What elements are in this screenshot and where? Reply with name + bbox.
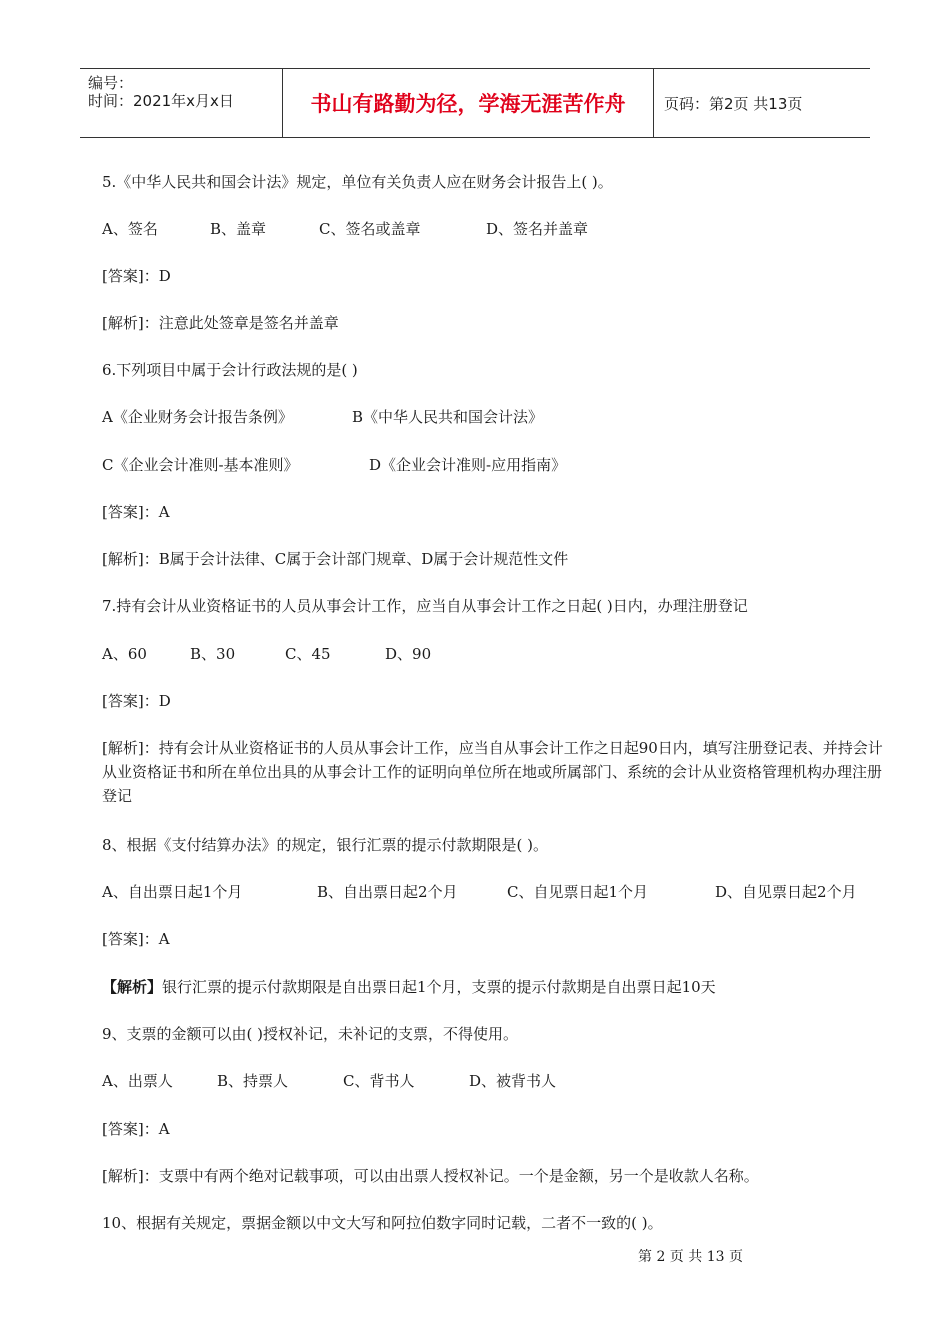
q8-option-c: C、自见票日起1个月 xyxy=(507,883,649,901)
q9-options xyxy=(102,1069,556,1093)
q5-option-a: A、签名 xyxy=(102,220,158,238)
q7-analysis: [解析]：持有会计从业资格证书的人员从事会计工作，应当自从事会计工作之日起90日内，填写注册登记表、并持会计从业资格证书和所在单位出具的从事会计工作的证明向单位所在地或所属部门、系统的会计从业资格管理机构办理注册登记 xyxy=(102,739,883,805)
q8-options xyxy=(102,880,857,904)
q9-option-d: D、被背书人 xyxy=(469,1072,557,1090)
header-left-cell xyxy=(80,69,283,137)
q6-answer: [答案]：A xyxy=(102,503,170,521)
q8-option-a: A、自出票日起1个月 xyxy=(102,883,243,901)
q5-analysis: [解析]：注意此处签章是签名并盖章 xyxy=(102,314,339,332)
q6-options-row2 xyxy=(102,453,566,477)
q7-answer: [答案]：D xyxy=(102,692,171,710)
q8-analysis-label: 【解析】 xyxy=(102,978,163,996)
q6-option-a: A《企业财务会计报告条例》 xyxy=(102,408,293,426)
q7-option-c: C、45 xyxy=(285,645,331,663)
q9-analysis: [解析]：支票中有两个绝对记载事项，可以由出票人授权补记。一个是金额，另一个是收款人名称。 xyxy=(102,1167,759,1185)
q5-option-c: C、签名或盖章 xyxy=(319,220,421,238)
q6-question: 6.下列项目中属于会计行政法规的是( ) xyxy=(102,361,358,379)
q8-option-d: D、自见票日起2个月 xyxy=(715,883,857,901)
header-motto-cell xyxy=(283,69,654,137)
q7-option-a: A、60 xyxy=(102,645,147,663)
q6-options-row1 xyxy=(102,405,543,429)
q6-option-b: B《中华人民共和国会计法》 xyxy=(352,408,544,426)
q5-options xyxy=(102,217,588,241)
q10-question: 10、根据有关规定，票据金额以中文大写和阿拉伯数字同时记载，二者不一致的( )。 xyxy=(102,1214,663,1232)
q5-answer: [答案]：D xyxy=(102,267,171,285)
q9-answer: [答案]：A xyxy=(102,1120,170,1138)
page-header xyxy=(80,68,870,138)
q5-option-d: D、签名并盖章 xyxy=(486,220,589,238)
q9-option-b: B、持票人 xyxy=(217,1072,289,1090)
page-footer: 第 2 页 共 13 页 xyxy=(638,1249,743,1265)
q5-option-b: B、盖章 xyxy=(210,220,267,238)
page-info: 页码：第2页 共13页 xyxy=(664,94,803,113)
q5-question: 5.《中华人民共和国会计法》规定，单位有关负责人应在财务会计报告上( )。 xyxy=(102,173,613,191)
date-label: 时间：2021年x月x日 xyxy=(88,92,234,110)
q9-option-a: A、出票人 xyxy=(102,1072,173,1090)
number-label: 编号： xyxy=(88,74,134,92)
q9-option-c: C、背书人 xyxy=(343,1072,415,1090)
q7-option-b: B、30 xyxy=(190,645,236,663)
q8-analysis-line xyxy=(102,975,716,999)
q6-option-c: C《企业会计准则-基本准则》 xyxy=(102,456,299,474)
q7-option-d: D、90 xyxy=(385,645,432,663)
q8-option-b: B、自出票日起2个月 xyxy=(317,883,458,901)
q7-options xyxy=(102,642,431,666)
q8-analysis: 银行汇票的提示付款期限是自出票日起1个月，支票的提示付款期是自出票日起10天 xyxy=(162,978,716,996)
q7-question: 7.持有会计从业资格证书的人员从事会计工作，应当自从事会计工作之日起( )日内，办理注册登记 xyxy=(102,597,748,615)
q8-answer: [答案]：A xyxy=(102,930,170,948)
q9-question: 9、支票的金额可以由( )授权补记，未补记的支票，不得使用。 xyxy=(102,1025,519,1043)
motto: 书山有路勤为径，学海无涯苦作舟 xyxy=(310,92,626,116)
q8-question: 8、根据《支付结算办法》的规定，银行汇票的提示付款期限是( )。 xyxy=(102,836,549,854)
q6-analysis: [解析]：B属于会计法律、C属于会计部门规章、D属于会计规范性文件 xyxy=(102,550,569,568)
q6-option-d: D《企业会计准则-应用指南》 xyxy=(369,456,567,474)
